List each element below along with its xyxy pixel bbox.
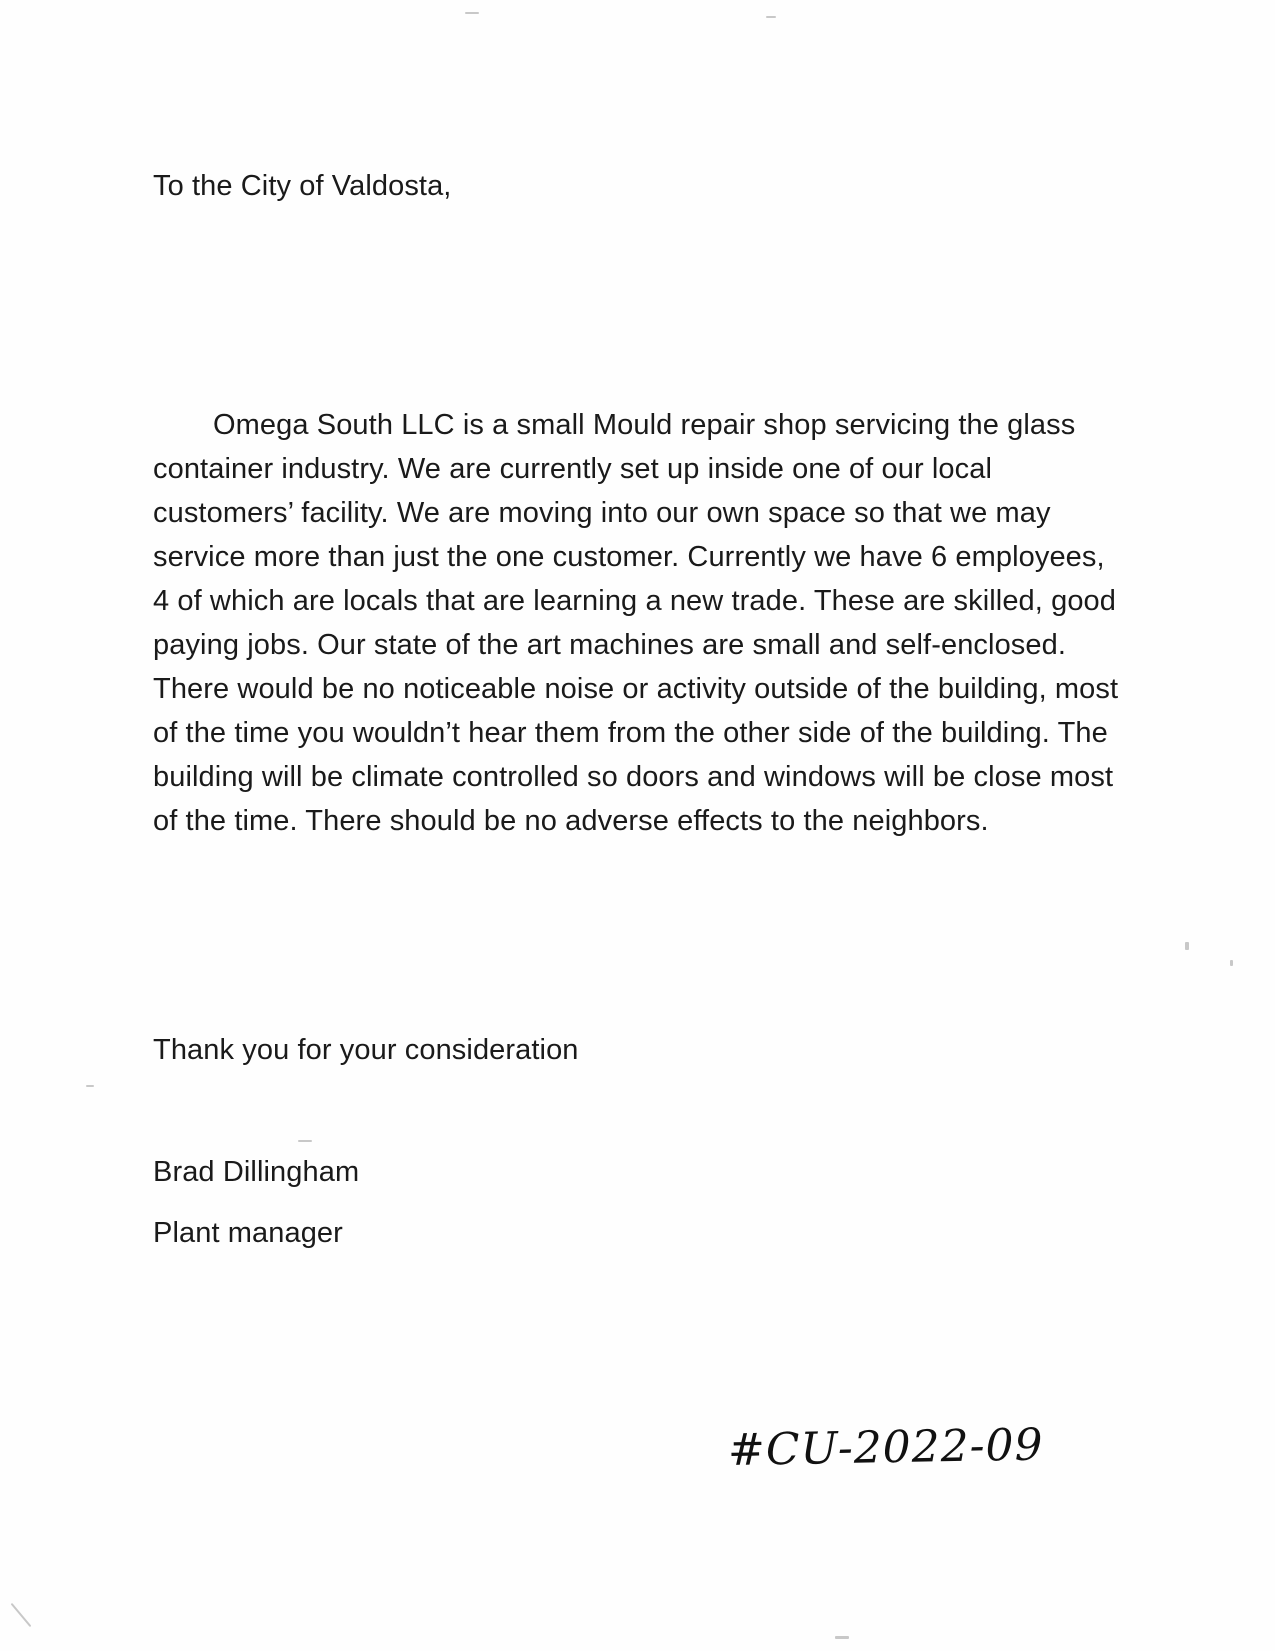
scan-speck <box>86 1085 94 1087</box>
signer-name: Brad Dillingham <box>153 1156 360 1188</box>
handwritten-case-number: #CU-2022-09 <box>727 1419 1044 1476</box>
scan-speck <box>298 1140 312 1142</box>
signer-title: Plant manager <box>153 1217 343 1249</box>
scan-speck <box>1230 960 1233 966</box>
scan-speck <box>766 16 776 18</box>
letter-body: Omega South LLC is a small Mould repair shop servicing the glass container industry. We are currently set up inside one of our local customers’ facility. We are moving into our own space so that we may service more than just the one customer. Currently we have 6 employees, 4 of which are locals that are learning a new trade. These are skilled, good paying jobs. Our state of the art machines are small and self-enclosed. There would be no noticeable noise or activity outside of the building, most of the time you wouldn’t hear them from the other side of the building. The building will be climate controlled so doors and windows will be close most of the time. There should be no adverse effects to the neighbors. <box>153 409 1119 837</box>
scan-speck <box>11 1603 32 1627</box>
scan-speck <box>835 1636 849 1639</box>
salutation: To the City of Valdosta, <box>153 170 452 202</box>
scan-speck <box>465 12 479 14</box>
closing-line: Thank you for your consideration <box>153 1034 579 1066</box>
scan-speck <box>1185 942 1189 950</box>
